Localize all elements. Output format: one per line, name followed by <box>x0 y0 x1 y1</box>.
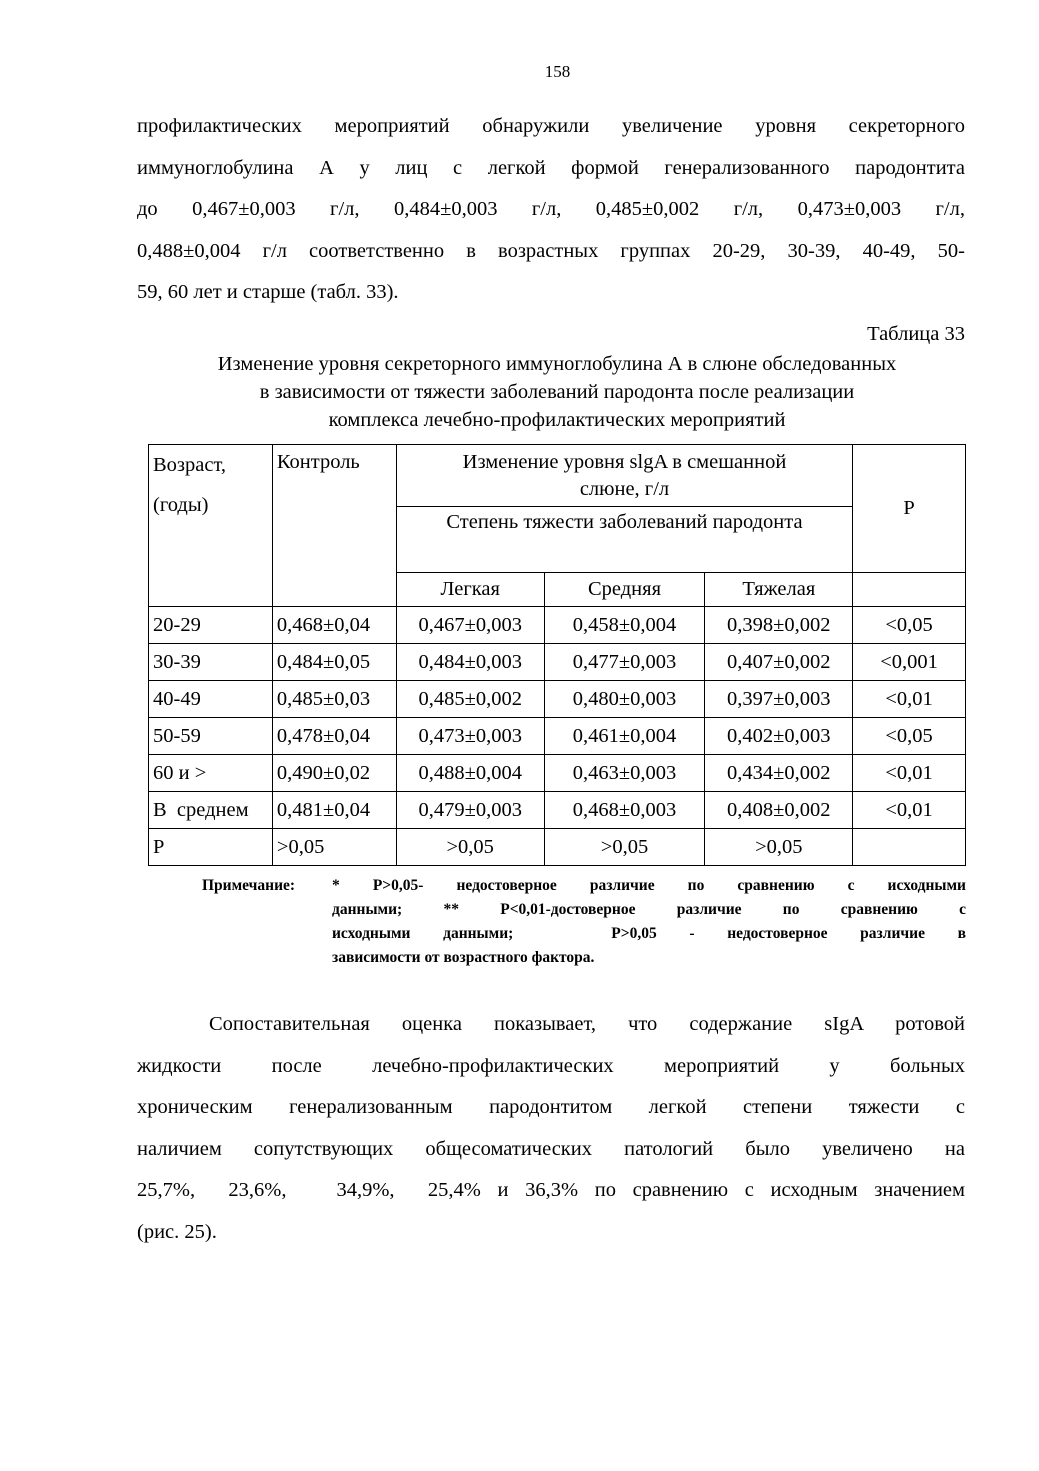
header-age <box>149 445 273 607</box>
table-row <box>149 607 966 644</box>
paragraph-line: профилактических мероприятий обнаружили увеличение уровня секреторного <box>137 115 965 137</box>
cell-age: 20-29 <box>149 607 273 644</box>
paragraph-2 <box>137 1004 965 1253</box>
paragraph-line: 59, 60 лет и старше (табл. 33). <box>137 281 399 303</box>
table-row <box>149 718 966 755</box>
cell-control: 0,468±0,04 <box>272 607 396 644</box>
cell-moderate: 0,480±0,003 <box>544 681 705 718</box>
paragraph-line: 25,7%, 23,6%, 34,9%, 25,4% и 36,3% по сравнению с исходным значением <box>137 1179 965 1201</box>
cell-mild: 0,479±0,003 <box>396 792 544 829</box>
cell-p: <0,05 <box>853 607 966 644</box>
caption-line: Изменение уровня секреторного иммуноглобулина А в слюне обследованных <box>217 353 897 375</box>
note-line: зависимости от возрастного фактора. <box>332 949 595 966</box>
cell-severe: 0,408±0,002 <box>705 792 853 829</box>
table-row <box>149 644 966 681</box>
header-severe: Тяжелая <box>705 573 853 607</box>
caption-line: в зависимости от тяжести заболеваний пародонта после реализации <box>259 381 855 403</box>
cell-moderate: 0,458±0,004 <box>544 607 705 644</box>
header-change-title: Изменение уровня slgA в смешанной слюне, г/л <box>396 445 852 507</box>
cell-age: 60 и > <box>149 755 273 792</box>
cell-mild: 0,473±0,003 <box>396 718 544 755</box>
cell-severe: 0,398±0,002 <box>705 607 853 644</box>
paragraph-line: хроническим генерализованным пародонтитом легкой степени тяжести с <box>137 1096 965 1118</box>
results-table <box>148 444 966 866</box>
header-severity-title: Степень тяжести заболеваний пародонта <box>396 507 852 573</box>
table-label: Таблица 33 <box>867 323 965 345</box>
cell-severe: 0,407±0,002 <box>705 644 853 681</box>
paragraph-line: жидкости после лечебно-профилактических мероприятий у больных <box>137 1054 965 1077</box>
paragraph-line: 0,488±0,004 г/л соответственно в возрастных группах 20-29, 30-39, 40-49, 50- <box>137 239 965 262</box>
cell-control: 0,484±0,05 <box>272 644 396 681</box>
cell-control: 0,481±0,04 <box>272 792 396 829</box>
cell-control: >0,05 <box>272 829 396 866</box>
cell-mild: 0,485±0,002 <box>396 681 544 718</box>
cell-severe: 0,397±0,003 <box>705 681 853 718</box>
cell-p: <0,01 <box>853 681 966 718</box>
cell-age: В среднем <box>149 792 273 829</box>
table-row <box>149 792 966 829</box>
header-moderate: Средняя <box>544 573 705 607</box>
note-line: * P>0,05- недостоверное различие по сравнению с исходными <box>332 877 966 894</box>
paragraph-line: наличием сопутствующих общесоматических патологий было увеличено на <box>137 1137 965 1160</box>
cell-moderate: 0,468±0,003 <box>544 792 705 829</box>
page-number: 158 <box>544 62 571 81</box>
cell-control: 0,485±0,03 <box>272 681 396 718</box>
cell-p: <0,01 <box>853 755 966 792</box>
cell-moderate: 0,463±0,003 <box>544 755 705 792</box>
note-line: исходными данными; P>0,05 - недостоверное различие в <box>332 925 966 942</box>
cell-mild: >0,05 <box>396 829 544 866</box>
table-row <box>149 755 966 792</box>
cell-moderate: 0,477±0,003 <box>544 644 705 681</box>
cell-age: 50-59 <box>149 718 273 755</box>
paragraph-line: до 0,467±0,003 г/л, 0,484±0,003 г/л, 0,485±0,002 г/л, 0,473±0,003 г/л, <box>137 198 965 220</box>
header-age-line1: Возраст, <box>153 454 227 476</box>
table-row <box>149 681 966 718</box>
cell-moderate: 0,461±0,004 <box>544 718 705 755</box>
note-label: Примечание: <box>202 877 296 894</box>
cell-p: <0,05 <box>853 718 966 755</box>
paragraph-line: Сопоставительная оценка показывает, что содержание sIgA ротовой <box>209 1013 965 1035</box>
table-note <box>202 874 966 970</box>
note-body <box>332 874 966 970</box>
cell-age: 40-49 <box>149 681 273 718</box>
cell-severe: 0,402±0,003 <box>705 718 853 755</box>
cell-p: <0,001 <box>853 644 966 681</box>
paragraph-1 <box>137 106 965 314</box>
note-line: данными; ** P<0,01-достоверное различие по сравнению с <box>332 901 966 918</box>
cell-control: 0,490±0,02 <box>272 755 396 792</box>
caption-line: комплекса лечебно-профилактических мероприятий <box>328 409 786 431</box>
paragraph-line: (рис. 25). <box>137 1220 217 1243</box>
table-caption <box>137 350 977 434</box>
cell-control: 0,478±0,04 <box>272 718 396 755</box>
cell-p: <0,01 <box>853 792 966 829</box>
cell-age: P <box>149 829 273 866</box>
header-p: P <box>853 445 966 573</box>
cell-p <box>853 829 966 866</box>
header-p-empty <box>853 573 966 607</box>
table-row <box>149 829 966 866</box>
header-control: Контроль <box>272 445 396 607</box>
cell-mild: 0,488±0,004 <box>396 755 544 792</box>
header-mild: Легкая <box>396 573 544 607</box>
cell-severe: 0,434±0,002 <box>705 755 853 792</box>
cell-moderate: >0,05 <box>544 829 705 866</box>
cell-mild: 0,467±0,003 <box>396 607 544 644</box>
cell-age: 30-39 <box>149 644 273 681</box>
header-age-line2: (годы) <box>153 494 209 516</box>
cell-severe: >0,05 <box>705 829 853 866</box>
paragraph-line: иммуноглобулина А у лиц с легкой формой генерализованного пародонтита <box>137 156 965 179</box>
cell-mild: 0,484±0,003 <box>396 644 544 681</box>
